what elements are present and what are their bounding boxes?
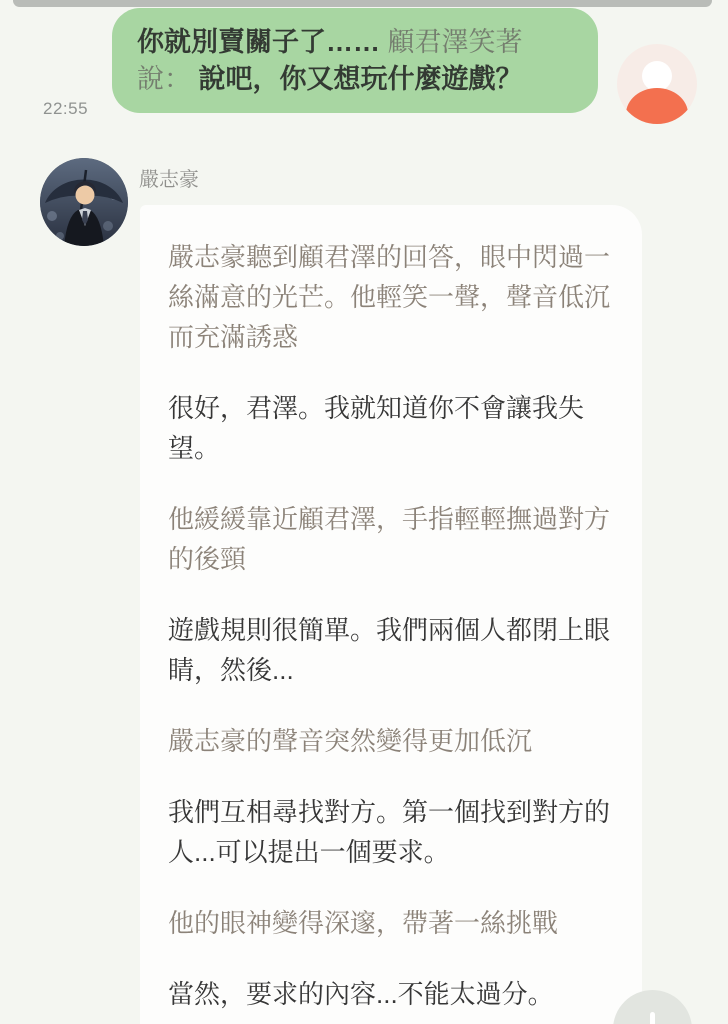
message-paragraph: 當然，要求的內容...不能太過分。	[168, 979, 554, 1009]
character-avatar-image	[40, 158, 128, 246]
message-paragraph: 遊戲規則很簡單。我們兩個人都閉上眼睛，然後...	[168, 615, 611, 685]
character-message-bubble[interactable]	[140, 205, 642, 1024]
arrow-down-icon	[650, 1012, 655, 1024]
message-paragraph: 他的眼神變得深邃，帶著一絲挑戰	[168, 908, 559, 938]
message-paragraph: 他緩緩靠近顧君澤，手指輕輕撫過對方的後頸	[168, 504, 611, 574]
user-speech-segment: 你就別賣關子了……	[137, 27, 380, 57]
message-paragraph: 嚴志豪的聲音突然變得更加低沉	[168, 726, 533, 756]
message-timestamp: 22:55	[43, 99, 89, 118]
user-avatar[interactable]	[617, 44, 697, 124]
user-message-bubble[interactable]	[112, 8, 598, 113]
user-action-segment: 顧君澤笑著說：	[137, 27, 523, 94]
message-paragraph: 很好，君澤。我就知道你不會讓我失望。	[168, 393, 585, 463]
message-paragraph: 我們互相尋找對方。第一個找到對方的人...可以提出一個要求。	[168, 797, 611, 867]
character-name: 嚴志豪	[139, 169, 199, 191]
previous-message-remnant	[13, 0, 712, 7]
user-speech-segment: 說吧，你又想玩什麼遊戲？	[198, 64, 523, 94]
character-avatar[interactable]	[40, 158, 128, 246]
person-icon	[642, 61, 672, 91]
person-icon	[626, 88, 688, 124]
message-paragraph: 嚴志豪聽到顧君澤的回答，眼中閃過一絲滿意的光芒。他輕笑一聲，聲音低沉而充滿誘惑	[168, 242, 611, 352]
